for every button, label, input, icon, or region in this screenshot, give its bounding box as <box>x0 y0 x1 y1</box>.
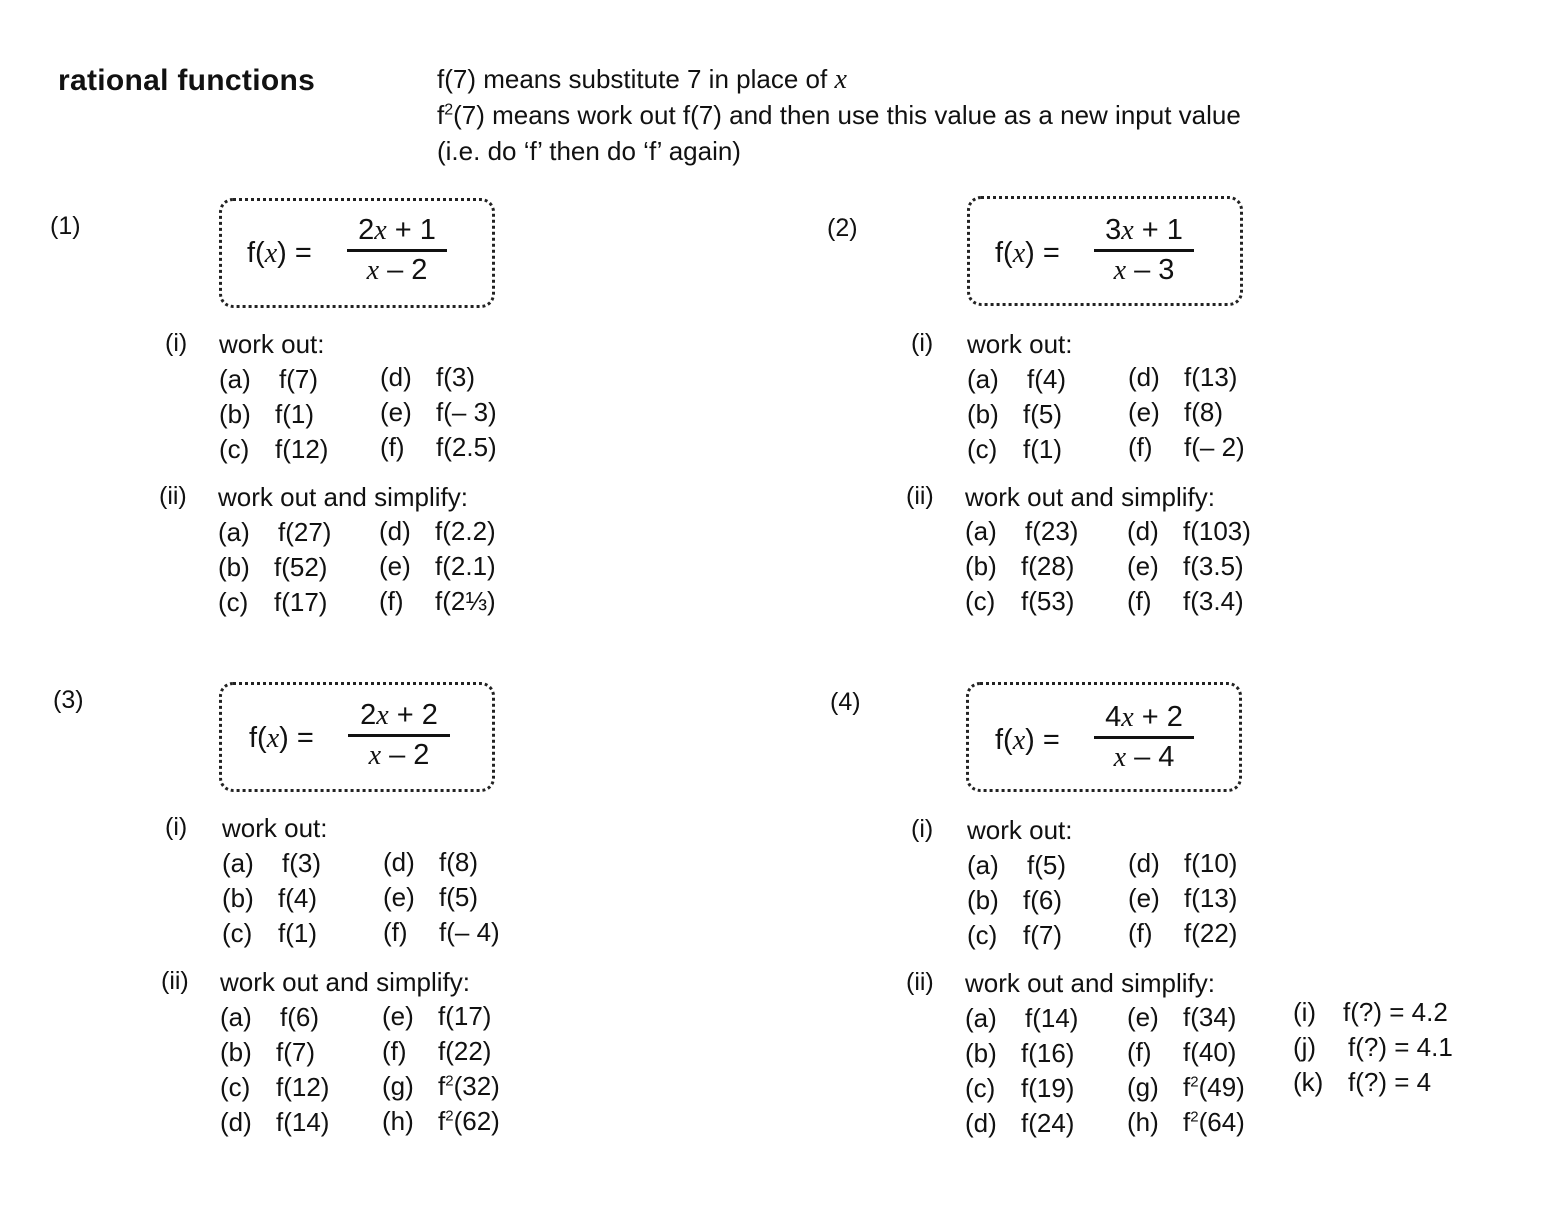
list-item <box>220 1072 329 1103</box>
item-expr: f(5) <box>1027 850 1066 880</box>
item-expr: f(27) <box>278 517 332 547</box>
question-1-part-ii-label: (ii) <box>159 482 187 510</box>
num-variable: x <box>1121 215 1134 246</box>
den-variable: x <box>366 255 380 286</box>
item-expr-rest: (62) <box>453 1106 500 1136</box>
list-item <box>1127 1002 1236 1033</box>
item-label: (d) <box>965 1108 997 1138</box>
num-coef: 2 <box>358 214 375 246</box>
intro-line-1-text: f(7) means substitute 7 in place of <box>437 64 835 94</box>
item-expr: f(12) <box>276 1072 330 1102</box>
question-1-lhs <box>247 237 312 270</box>
question-2-part-ii-label: (ii) <box>906 482 934 510</box>
item-label: (a) <box>967 850 999 880</box>
list-item <box>220 1037 315 1068</box>
item-expr: f(1) <box>275 399 314 429</box>
list-item <box>1293 997 1448 1028</box>
list-item <box>967 920 1062 951</box>
item-expr: f(103) <box>1183 516 1251 546</box>
item-expr: f(3) <box>282 848 321 878</box>
item-expr: f(1) <box>1023 434 1062 464</box>
list-item <box>1127 551 1244 582</box>
list-item <box>219 434 328 465</box>
list-item <box>965 551 1074 582</box>
question-3-part-ii-heading: work out and simplify: <box>220 967 470 997</box>
question-1-number: (1) <box>50 212 81 240</box>
list-item <box>219 399 314 430</box>
intro-line-1 <box>437 64 847 96</box>
item-label: (e) <box>1128 397 1160 427</box>
list-item <box>222 848 321 879</box>
item-label: (a) <box>965 1003 997 1033</box>
list-item <box>380 397 497 428</box>
list-item <box>1128 432 1245 463</box>
item-label: (f) <box>1128 432 1153 462</box>
lhs-pre: f( <box>249 722 267 754</box>
item-expr: f(5) <box>439 882 478 912</box>
list-item <box>1127 516 1251 547</box>
item-expr-f: f <box>438 1071 446 1101</box>
item-expr: f(4) <box>278 883 317 913</box>
item-expr: f(4) <box>1027 364 1066 394</box>
item-expr: f(2⅓) <box>435 586 496 616</box>
question-3-part-ii-label: (ii) <box>161 967 189 995</box>
list-item <box>379 551 496 582</box>
item-label: (c) <box>967 434 998 464</box>
item-expr: f(3.5) <box>1183 551 1244 581</box>
item-expr: f(?) = 4.1 <box>1348 1032 1453 1062</box>
list-item <box>965 1003 1078 1034</box>
item-expr-rest: (49) <box>1198 1072 1245 1102</box>
question-4-part-i-heading: work out: <box>967 815 1073 845</box>
item-label: (b) <box>220 1037 252 1067</box>
den-rest: – 4 <box>1126 741 1175 773</box>
item-label: (c) <box>218 587 249 617</box>
list-item <box>967 885 1062 916</box>
intro-f: f <box>437 100 445 130</box>
item-expr: f(2.5) <box>436 432 497 462</box>
item-label: (e) <box>383 882 415 912</box>
item-label: (b) <box>967 399 999 429</box>
item-label: (f) <box>379 586 404 616</box>
list-item <box>1128 918 1237 949</box>
question-2-part-i-heading: work out: <box>967 329 1073 359</box>
num-variable: x <box>374 215 387 246</box>
den-rest: – 2 <box>381 739 430 771</box>
question-3-part-i-heading: work out: <box>222 813 328 843</box>
item-expr: f(22) <box>1184 918 1238 948</box>
item-label: (a) <box>220 1002 252 1032</box>
item-label: (b) <box>965 1038 997 1068</box>
question-1-part-i-heading: work out: <box>219 329 325 359</box>
numerator <box>1094 214 1194 249</box>
lhs-post: ) = <box>279 722 314 754</box>
item-expr: f(23) <box>1025 516 1079 546</box>
item-expr: f(2.1) <box>435 551 496 581</box>
item-label: (c) <box>967 920 998 950</box>
item-label: (g) <box>1127 1072 1159 1102</box>
question-1-part-ii-heading: work out and simplify: <box>218 482 468 512</box>
item-label: (h) <box>1127 1107 1159 1137</box>
list-item <box>965 1038 1074 1069</box>
item-label: (f) <box>380 432 405 462</box>
list-item <box>965 1073 1074 1104</box>
numerator <box>347 214 447 249</box>
list-item <box>1127 586 1244 617</box>
den-rest: – 3 <box>1126 254 1175 286</box>
num-coef: 2 <box>360 699 377 731</box>
item-label: (d) <box>220 1107 252 1137</box>
num-coef: 3 <box>1105 214 1122 246</box>
item-label: (a) <box>218 517 250 547</box>
list-item <box>1127 1037 1236 1068</box>
list-item <box>1128 848 1237 879</box>
intro-line-2-text: (7) means work out f(7) and then use this value as a new input value <box>453 100 1241 130</box>
list-item <box>967 364 1066 395</box>
item-label: (a) <box>965 516 997 546</box>
list-item <box>220 1107 329 1138</box>
list-item <box>1128 883 1237 914</box>
list-item <box>380 432 497 463</box>
list-item <box>382 1036 491 1067</box>
question-3-fraction <box>348 699 450 772</box>
item-expr-rest: (64) <box>1198 1107 1245 1137</box>
list-item <box>220 1002 319 1033</box>
item-label: (b) <box>218 552 250 582</box>
item-label: (d) <box>383 847 415 877</box>
list-item <box>967 850 1066 881</box>
question-2-number: (2) <box>827 214 858 242</box>
denominator <box>1094 249 1194 287</box>
item-expr-sup: 2 <box>445 1107 454 1125</box>
item-label: (d) <box>379 516 411 546</box>
question-4-number: (4) <box>830 688 861 716</box>
item-label: (b) <box>965 551 997 581</box>
item-label: (b) <box>967 885 999 915</box>
question-4-part-i-label: (i) <box>911 815 934 843</box>
item-expr: f(28) <box>1021 551 1075 581</box>
denominator <box>1094 736 1194 774</box>
item-expr-rest: (32) <box>453 1071 500 1101</box>
lhs-post: ) = <box>277 237 312 269</box>
list-item <box>1128 362 1237 393</box>
item-expr: f(8) <box>1184 397 1223 427</box>
question-3-lhs <box>249 722 314 755</box>
question-3-number: (3) <box>53 686 84 714</box>
item-label: (g) <box>382 1071 414 1101</box>
question-4-fraction <box>1094 701 1194 774</box>
list-item <box>222 883 317 914</box>
item-expr: f(3.4) <box>1183 586 1244 616</box>
den-variable: x <box>368 740 382 771</box>
item-expr: f(– 3) <box>436 397 497 427</box>
list-item <box>965 1108 1074 1139</box>
item-expr: f(34) <box>1183 1002 1237 1032</box>
denominator <box>347 249 447 287</box>
question-4-part-ii-heading: work out and simplify: <box>965 968 1215 998</box>
list-item <box>380 362 475 393</box>
item-label: (f) <box>382 1036 407 1066</box>
list-item <box>965 516 1078 547</box>
list-item <box>967 399 1062 430</box>
question-1-fraction <box>347 214 447 287</box>
list-item <box>379 586 496 617</box>
item-expr: f(14) <box>276 1107 330 1137</box>
item-expr: f(53) <box>1021 586 1075 616</box>
item-label: (k) <box>1293 1067 1324 1097</box>
item-label: (i) <box>1293 997 1317 1027</box>
item-expr-sup: 2 <box>445 1072 454 1090</box>
item-expr-sup: 2 <box>1190 1073 1199 1091</box>
intro-line-2 <box>437 100 1241 131</box>
item-label: (a) <box>219 364 251 394</box>
item-expr-f: f <box>1183 1107 1191 1137</box>
list-item <box>1127 1072 1245 1103</box>
num-rest: + 2 <box>1133 701 1183 733</box>
intro-variable: x <box>834 64 847 95</box>
num-coef: 4 <box>1105 701 1122 733</box>
item-expr-f: f <box>438 1106 446 1136</box>
item-label: (d) <box>1128 848 1160 878</box>
item-expr: f(6) <box>280 1002 319 1032</box>
item-label: (e) <box>1127 551 1159 581</box>
num-variable: x <box>1121 702 1134 733</box>
item-expr: f(?) = 4.2 <box>1343 997 1448 1027</box>
list-item <box>1127 1107 1245 1138</box>
item-expr: f(22) <box>438 1036 492 1066</box>
lhs-pre: f( <box>247 237 265 269</box>
lhs-variable: x <box>1012 725 1026 756</box>
item-expr: f(40) <box>1183 1037 1237 1067</box>
question-2-fraction <box>1094 214 1194 287</box>
item-expr: f(1) <box>278 918 317 948</box>
item-expr: f(12) <box>275 434 329 464</box>
lhs-variable: x <box>264 238 278 269</box>
item-label: (c) <box>219 434 250 464</box>
lhs-variable: x <box>266 723 280 754</box>
item-expr: f(6) <box>1023 885 1062 915</box>
lhs-post: ) = <box>1025 237 1060 269</box>
question-3-part-i-label: (i) <box>165 813 188 841</box>
item-expr: f(13) <box>1184 362 1238 392</box>
den-variable: x <box>1113 742 1127 773</box>
item-label: (f) <box>383 917 408 947</box>
list-item <box>1128 397 1223 428</box>
item-expr: f(14) <box>1025 1003 1079 1033</box>
item-expr: f(7) <box>276 1037 315 1067</box>
denominator <box>348 734 450 772</box>
item-label: (a) <box>222 848 254 878</box>
item-label: (e) <box>380 397 412 427</box>
question-4-part-ii-label: (ii) <box>906 968 934 996</box>
den-variable: x <box>1113 255 1127 286</box>
item-label: (h) <box>382 1106 414 1136</box>
item-label: (c) <box>965 1073 996 1103</box>
list-item <box>218 552 327 583</box>
question-2-part-ii-heading: work out and simplify: <box>965 482 1215 512</box>
numerator <box>1094 701 1194 736</box>
list-item <box>382 1071 500 1102</box>
item-label: (e) <box>379 551 411 581</box>
item-label: (e) <box>1128 883 1160 913</box>
item-expr: f(– 4) <box>439 917 500 947</box>
question-2-lhs <box>995 237 1060 270</box>
item-expr: f(– 2) <box>1184 432 1245 462</box>
item-label: (b) <box>219 399 251 429</box>
item-expr: f(24) <box>1021 1108 1075 1138</box>
item-expr: f(8) <box>439 847 478 877</box>
num-rest: + 1 <box>1133 214 1183 246</box>
numerator <box>348 699 450 734</box>
item-expr: f(7) <box>1023 920 1062 950</box>
item-expr: f(3) <box>436 362 475 392</box>
item-label: (e) <box>382 1001 414 1031</box>
item-expr: f(10) <box>1184 848 1238 878</box>
item-label: (f) <box>1128 918 1153 948</box>
item-label: (d) <box>1128 362 1160 392</box>
question-2-part-i-label: (i) <box>911 329 934 357</box>
list-item <box>222 918 317 949</box>
item-label: (c) <box>965 586 996 616</box>
question-4-lhs <box>995 724 1060 757</box>
question-1-part-i-label: (i) <box>165 329 188 357</box>
lhs-post: ) = <box>1025 724 1060 756</box>
intro-line-3: (i.e. do ‘f’ then do ‘f’ again) <box>437 136 741 166</box>
item-expr: f(19) <box>1021 1073 1075 1103</box>
num-rest: + 1 <box>386 214 436 246</box>
item-label: (d) <box>1127 516 1159 546</box>
list-item <box>382 1001 491 1032</box>
item-label: (f) <box>1127 1037 1152 1067</box>
lhs-pre: f( <box>995 237 1013 269</box>
item-expr: f(2.2) <box>435 516 496 546</box>
item-expr: f(13) <box>1184 883 1238 913</box>
lhs-variable: x <box>1012 238 1026 269</box>
item-label: (j) <box>1293 1032 1317 1062</box>
list-item <box>967 434 1062 465</box>
list-item <box>218 517 331 548</box>
list-item <box>1293 1067 1431 1098</box>
item-expr: f(52) <box>274 552 328 582</box>
item-expr-sup: 2 <box>1190 1108 1199 1126</box>
item-expr: f(?) = 4 <box>1348 1067 1432 1097</box>
lhs-pre: f( <box>995 724 1013 756</box>
item-label: (a) <box>967 364 999 394</box>
item-label: (b) <box>222 883 254 913</box>
item-label: (f) <box>1127 586 1152 616</box>
item-label: (d) <box>380 362 412 392</box>
list-item <box>383 882 478 913</box>
list-item <box>218 587 327 618</box>
num-rest: + 2 <box>388 699 438 731</box>
list-item <box>965 586 1074 617</box>
list-item <box>219 364 318 395</box>
item-expr: f(5) <box>1023 399 1062 429</box>
item-expr: f(7) <box>279 364 318 394</box>
list-item <box>383 917 500 948</box>
item-expr: f(16) <box>1021 1038 1075 1068</box>
intro-superscript: 2 <box>444 101 454 119</box>
page-title: rational functions <box>58 64 316 97</box>
list-item <box>1293 1032 1453 1063</box>
list-item <box>382 1106 500 1137</box>
item-expr-f: f <box>1183 1072 1191 1102</box>
num-variable: x <box>376 700 389 731</box>
item-expr: f(17) <box>438 1001 492 1031</box>
den-rest: – 2 <box>379 254 428 286</box>
item-expr: f(17) <box>274 587 328 617</box>
list-item <box>383 847 478 878</box>
item-label: (c) <box>222 918 253 948</box>
item-label: (e) <box>1127 1002 1159 1032</box>
item-label: (c) <box>220 1072 251 1102</box>
list-item <box>379 516 496 547</box>
